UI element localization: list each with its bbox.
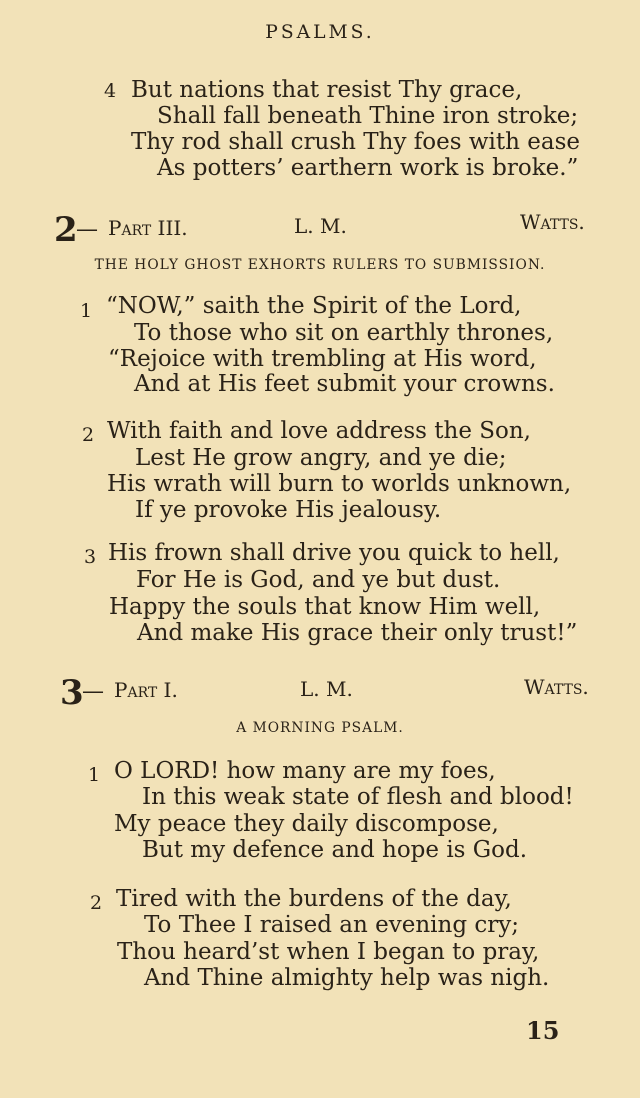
hymn-part: Part III.: [108, 216, 188, 240]
verse-number: 1: [88, 764, 101, 786]
verse-line: Tired with the burdens of the day,: [116, 886, 512, 912]
verse-line: “NOW,” saith the Spirit of the Lord,: [106, 293, 522, 319]
hymn-number: 2: [54, 210, 78, 250]
verse-line: With faith and love address the Son,: [107, 418, 531, 444]
verse-line: And Thine almighty help was nigh.: [144, 965, 550, 991]
verse-line: Shall fall beneath Thine iron stroke;: [157, 103, 579, 129]
verse-number: 4: [104, 80, 117, 102]
verse-line: As potters’ earthern work is broke.”: [157, 155, 579, 181]
verse-number: 1: [80, 300, 93, 322]
verse-line: O LORD! how many are my foes,: [114, 758, 496, 784]
verse-line: “Rejoice with trembling at His word,: [108, 346, 537, 372]
verse-line: For He is God, and ye but dust.: [136, 567, 501, 593]
verse-line: To those who sit on earthly thrones,: [134, 320, 554, 346]
verse-line: And make His grace their only trust!”: [137, 620, 578, 646]
verse-number: 3: [84, 546, 97, 568]
page-number: 15: [526, 1016, 560, 1045]
verse-line: His wrath will burn to worlds unknown,: [107, 471, 572, 497]
heading-dash: —: [82, 679, 104, 704]
verse-line: And at His feet submit your crowns.: [134, 371, 555, 397]
verse-line: But my defence and hope is God.: [142, 837, 528, 863]
hymn-author: Watts.: [524, 675, 589, 699]
heading-dash: —: [76, 217, 98, 242]
hymn-meter: L. M.: [300, 677, 353, 701]
verse-line: My peace they daily discompose,: [114, 811, 499, 837]
hymn-meter: L. M.: [294, 214, 347, 238]
verse-line: Thy rod shall crush Thy foes with ease: [131, 129, 580, 155]
verse-number: 2: [90, 892, 103, 914]
hymn-part: Part I.: [114, 678, 178, 702]
verse-line: His frown shall drive you quick to hell,: [108, 540, 560, 566]
hymn-number: 3: [60, 673, 84, 713]
verse-line: To Thee I raised an evening cry;: [144, 912, 519, 938]
verse-line: Lest He grow angry, and ye die;: [135, 445, 507, 471]
verse-line: In this weak state of flesh and blood!: [142, 784, 574, 810]
running-header: PSALMS.: [265, 22, 375, 43]
verse-line: Happy the souls that know Him well,: [109, 594, 541, 620]
hymn-author: Watts.: [520, 210, 585, 234]
verse-number: 2: [82, 424, 95, 446]
verse-line: If ye provoke His jealousy.: [135, 497, 442, 523]
hymn-title: THE HOLY GHOST EXHORTS RULERS TO SUBMISSION.: [94, 257, 546, 273]
verse-line: But nations that resist Thy grace,: [131, 77, 523, 103]
hymn-title: A MORNING PSALM.: [236, 720, 404, 736]
verse-line: Thou heard’st when I began to pray,: [117, 939, 540, 965]
